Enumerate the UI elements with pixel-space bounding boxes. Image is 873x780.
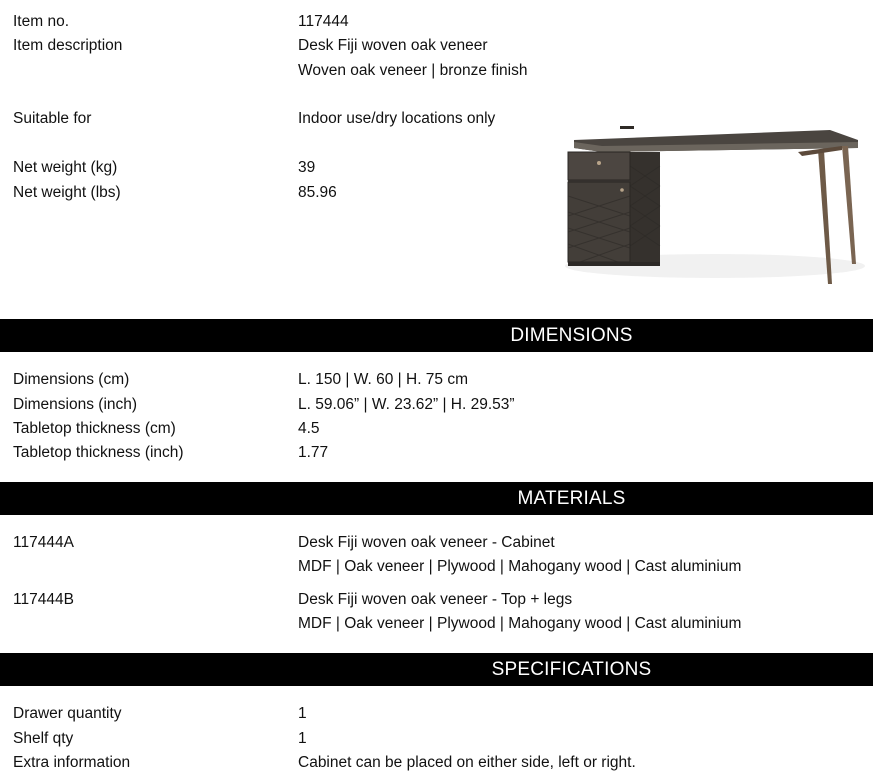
specification-row (0, 727, 873, 751)
dimension-label: Dimensions (inch) (13, 396, 138, 413)
material-row (0, 531, 873, 555)
specification-value: 1 (298, 730, 307, 747)
material-name: Desk Fiji woven oak veneer - Cabinet (298, 534, 555, 551)
cabinet-plinth (568, 262, 660, 266)
dimension-label: Dimensions (cm) (13, 371, 130, 388)
drawer-front (568, 152, 630, 180)
materials-heading-band (0, 482, 873, 515)
drawer-knob (597, 161, 601, 165)
description-row (0, 34, 873, 58)
description-line-1: Desk Fiji woven oak veneer (298, 37, 488, 54)
weight-kg-label: Net weight (kg) (13, 159, 118, 176)
dimension-value: 1.77 (298, 444, 329, 461)
dimension-value: L. 59.06” | W. 23.62” | H. 29.53” (298, 396, 515, 413)
specifications-heading: SPECIFICATIONS (491, 659, 652, 680)
desk-product-image (560, 116, 865, 292)
specification-value: Cabinet can be placed on either side, left or right. (298, 754, 636, 771)
dimension-row (0, 393, 873, 417)
dimension-value: 4.5 (298, 420, 320, 437)
item-no-row (0, 10, 873, 34)
specification-value: 1 (298, 705, 307, 722)
dimension-row (0, 368, 873, 392)
materials-heading: MATERIALS (517, 488, 626, 509)
specification-label: Shelf qty (13, 730, 74, 747)
item-no-value: 117444 (298, 13, 349, 30)
dimensions-heading: DIMENSIONS (510, 325, 633, 346)
cable-slot (620, 126, 634, 129)
dimension-row (0, 441, 873, 465)
dimensions-heading-band (0, 319, 873, 352)
description-line-2: Woven oak veneer | bronze finish (298, 62, 528, 79)
specification-row (0, 751, 873, 775)
dimension-value: L. 150 | W. 60 | H. 75 cm (298, 371, 469, 388)
dimension-label: Tabletop thickness (inch) (13, 444, 184, 461)
weight-kg-value: 39 (298, 159, 316, 176)
weight-lbs-label: Net weight (lbs) (13, 184, 121, 201)
specification-row (0, 702, 873, 726)
material-code: 117444B (13, 591, 74, 608)
material-row (0, 588, 873, 612)
dimension-label: Tabletop thickness (cm) (13, 420, 176, 437)
material-name: Desk Fiji woven oak veneer - Top + legs (298, 591, 573, 608)
specification-label: Extra information (13, 754, 131, 771)
suitable-label: Suitable for (13, 110, 92, 127)
weight-lbs-value: 85.96 (298, 184, 337, 201)
specification-label: Drawer quantity (13, 705, 122, 722)
material-code: 117444A (13, 534, 74, 551)
item-no-label: Item no. (13, 13, 69, 30)
material-list: MDF | Oak veneer | Plywood | Mahogany wood | Cast aluminium (298, 558, 742, 575)
suitable-value: Indoor use/dry locations only (298, 110, 496, 127)
description-label: Item description (13, 37, 123, 54)
back-leg (842, 146, 856, 264)
dimension-row (0, 417, 873, 441)
door-knob (620, 188, 624, 192)
specifications-heading-band (0, 653, 873, 686)
material-list: MDF | Oak veneer | Plywood | Mahogany wood | Cast aluminium (298, 615, 742, 632)
